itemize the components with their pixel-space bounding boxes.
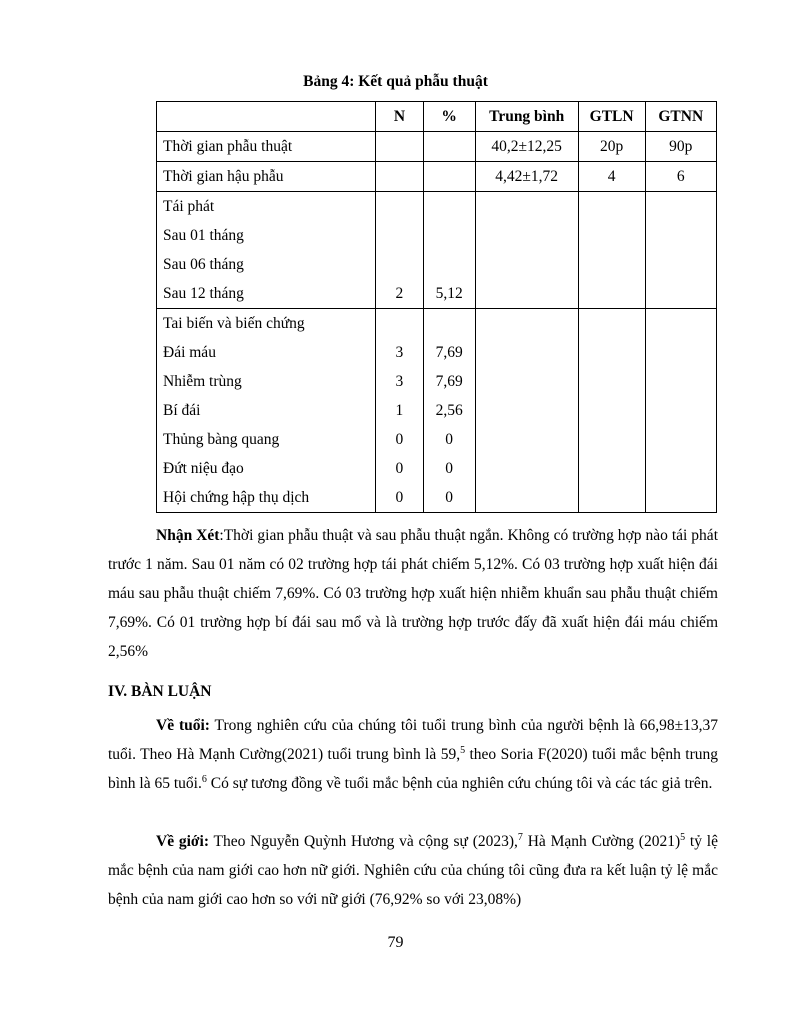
complication-mean-cell xyxy=(475,309,578,513)
remark-lead: Nhận Xét xyxy=(156,527,220,544)
gender-text-1: Theo Nguyễn Quỳnh Hương và cộng sự (2023), xyxy=(208,833,518,850)
group-line-percent xyxy=(430,221,469,250)
remark-text: :Thời gian phẫu thuật và sau phẫu thuật ngắn. Không có trường hợp nào tái phát trước 1 năm. Sau 01 năm có 02 trường hợp tái phát chiếm 5,12%. Có 03 trường hợp xuất hiện đái máu sau phẫu thuật chiếm 7,69%. Có 03 trường hợp xuất hiện nhiễm khuẩn sau phẫu thuật chiếm 7,69%. Có 01 trường hợp bí đái sau mổ và là trường hợp trước đấy đã xuất hiện đái máu chiếm 2,56% xyxy=(108,527,718,660)
gender-text-2: Hà Mạnh Cường (2021) xyxy=(522,833,681,850)
table-row xyxy=(157,132,717,162)
complication-n-cell xyxy=(376,309,423,513)
group-line-label: Bí đái xyxy=(163,402,201,419)
age-ref-2: 6 xyxy=(201,773,207,785)
group-line-n xyxy=(382,221,416,250)
complication-label-cell xyxy=(157,309,376,513)
group-line-label: Tai biến và biến chứng xyxy=(163,315,305,332)
header-cell-n: N xyxy=(376,102,423,132)
table-row-recurrence-group xyxy=(157,192,717,309)
group-line-label: Hội chứng hập thụ dịch xyxy=(163,489,310,506)
age-ref-1: 5 xyxy=(460,744,466,756)
age-paragraph xyxy=(108,711,718,798)
gender-lead: Về giới: xyxy=(156,833,209,850)
row-mean: 40,2±12,25 xyxy=(475,132,578,162)
results-table xyxy=(156,101,717,513)
group-line-n: 0 xyxy=(395,460,404,477)
section-heading: IV. BÀN LUẬN xyxy=(108,683,212,700)
complication-max-cell xyxy=(578,309,645,513)
row-max: 20p xyxy=(578,132,645,162)
group-line-percent xyxy=(430,250,469,279)
header-cell-max: GTLN xyxy=(578,102,645,132)
table-row xyxy=(157,162,717,192)
group-line-label: Đái máu xyxy=(163,344,216,361)
row-label: Thời gian hậu phẫu xyxy=(157,162,376,192)
row-min: 6 xyxy=(645,162,716,192)
header-cell-mean: Trung bình xyxy=(475,102,578,132)
gender-paragraph xyxy=(108,827,718,914)
gender-ref-2: 5 xyxy=(680,831,686,843)
gender-ref-1: 7 xyxy=(517,831,523,843)
page-number: 79 xyxy=(387,934,404,951)
group-line-label: Sau 06 tháng xyxy=(163,256,244,273)
group-line-percent xyxy=(430,309,469,338)
table-header-row xyxy=(157,102,717,132)
age-text-3: Có sự tương đồng về tuổi mắc bệnh của nghiên cứu chúng tôi và các tác giả trên. xyxy=(206,775,713,792)
group-line-n: 0 xyxy=(395,489,404,506)
group-line-percent: 0 xyxy=(445,431,454,448)
group-line-label: Sau 01 tháng xyxy=(163,227,244,244)
row-percent xyxy=(423,162,475,192)
recurrence-label-cell xyxy=(157,192,376,309)
complication-min-cell xyxy=(645,309,716,513)
table-caption: Bảng 4: Kết quả phẫu thuật xyxy=(303,73,488,90)
row-percent xyxy=(423,132,475,162)
recurrence-max-cell xyxy=(578,192,645,309)
group-line-percent: 7,69 xyxy=(435,373,463,390)
recurrence-mean-cell xyxy=(475,192,578,309)
age-lead: Về tuổi: xyxy=(156,717,210,734)
group-line-percent xyxy=(430,192,469,221)
row-mean: 4,42±1,72 xyxy=(475,162,578,192)
group-line-percent: 2,56 xyxy=(435,402,463,419)
group-line-n: 3 xyxy=(395,373,404,390)
age-text-2: theo Soria F(2020) tuổi mắc bệnh trung bình là 65 tuổi. xyxy=(108,746,719,792)
complication-percent-cell xyxy=(423,309,475,513)
group-line-percent: 7,69 xyxy=(435,344,463,361)
group-line-n xyxy=(382,309,416,338)
group-line-percent: 0 xyxy=(445,460,454,477)
row-label: Thời gian phẫu thuật xyxy=(157,132,376,162)
recurrence-n-cell xyxy=(376,192,423,309)
header-cell-min: GTNN xyxy=(645,102,716,132)
group-line-n: 3 xyxy=(395,344,404,361)
row-min: 90p xyxy=(645,132,716,162)
table-row-complication-group xyxy=(157,309,717,513)
group-line-n xyxy=(382,250,416,279)
group-line-percent: 5,12 xyxy=(435,285,463,302)
gender-text-3: tỷ lệ mắc bệnh của nam giới cao hơn nữ giới. Nghiên cứu của chúng tôi cũng đưa ra kết luận tỷ lệ mắc bệnh của nam giới cao hơn so với nữ giới (76,92% so với 23,08%) xyxy=(108,833,718,908)
header-cell-label xyxy=(157,102,376,132)
group-line-label: Thủng bàng quang xyxy=(163,431,280,448)
group-line-n xyxy=(382,192,416,221)
group-line-n: 1 xyxy=(395,402,404,419)
remark-paragraph xyxy=(108,521,718,666)
group-line-label: Nhiễm trùng xyxy=(163,373,242,390)
group-line-label: Đứt niệu đạo xyxy=(163,460,244,477)
group-line-label: Tái phát xyxy=(163,198,215,215)
group-line-percent: 0 xyxy=(445,489,454,506)
row-n xyxy=(376,132,423,162)
age-text-1: Trong nghiên cứu của chúng tôi tuổi trung bình của người bệnh là 66,98±13,37 tuổi. Theo Hà Mạnh Cường(2021) tuổi trung bình là 59, xyxy=(108,717,718,763)
group-line-label: Sau 12 tháng xyxy=(163,285,244,302)
row-n xyxy=(376,162,423,192)
group-line-n: 0 xyxy=(395,431,404,448)
header-cell-percent: % xyxy=(423,102,475,132)
group-line-n: 2 xyxy=(395,285,404,302)
row-max: 4 xyxy=(578,162,645,192)
recurrence-percent-cell xyxy=(423,192,475,309)
recurrence-min-cell xyxy=(645,192,716,309)
